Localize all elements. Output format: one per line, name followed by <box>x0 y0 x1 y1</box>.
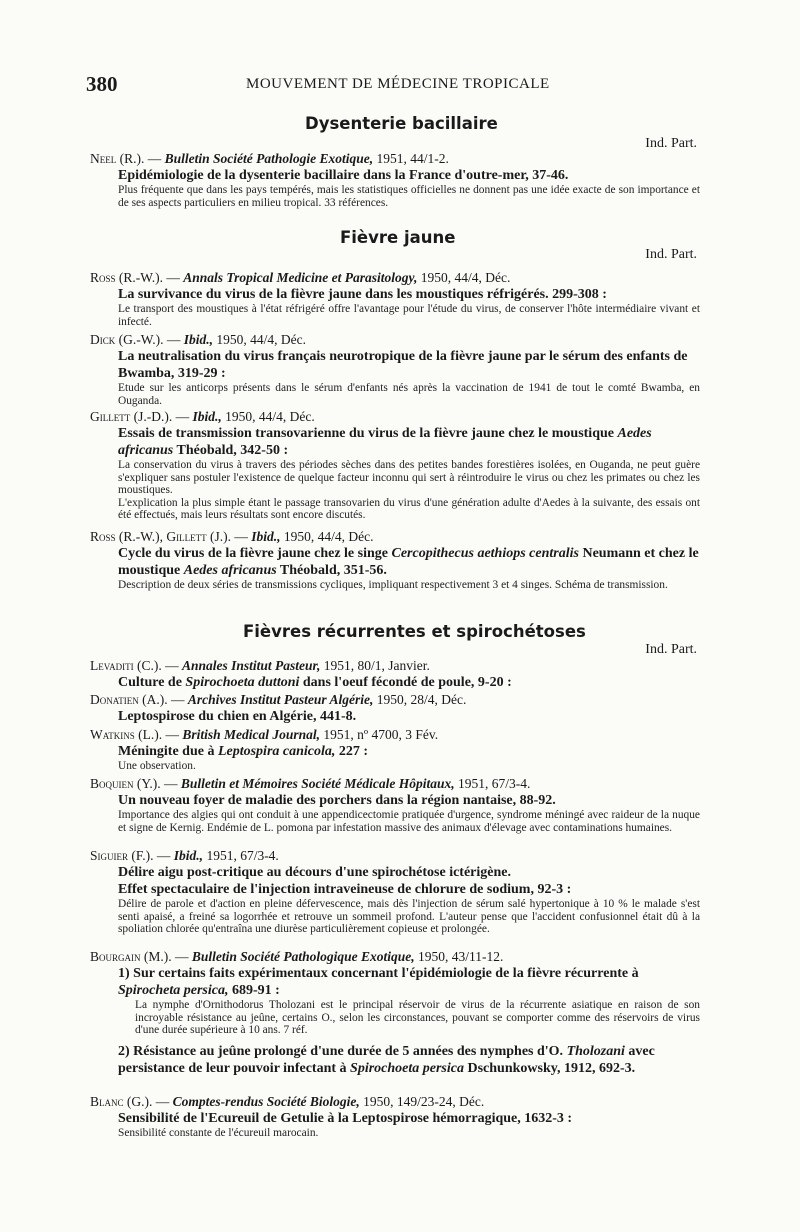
citation: Neel (R.). — Bulletin Société Pathologie Exotique, 1951, 44/1-2. <box>90 151 449 166</box>
citation: Bourgain (M.). — Bulletin Société Pathologique Exotique, 1950, 43/11-12. <box>90 949 504 964</box>
author: Gillett (J.-D.). <box>90 409 173 424</box>
section-title-fievre-jaune: Fièvre jaune <box>340 228 456 247</box>
citation: Siguier (F.). — Ibid., 1951, 67/3-4. <box>90 848 279 863</box>
reference: 1950, 44/4, Déc. <box>283 529 374 544</box>
author: Dick (G.-W.). <box>90 332 164 347</box>
entry-blanc <box>90 1094 700 1140</box>
abstract-continued: L'explication la plus simple étant le passage transovarien du virus d'une génération adulte d'Aedes à la suivante, des essais ont été effectués, mais leurs résultats sont encore discutés. <box>118 496 700 521</box>
author: Bourgain (M.). <box>90 949 172 964</box>
author: Neel (R.). <box>90 151 145 166</box>
species-name: Spirocheta persica, <box>118 983 229 998</box>
ind-part-label: Ind. Part. <box>645 642 697 657</box>
abstract: La nymphe d'Ornithodorus Tholozani est le principal réservoir de virus de la récurrente asiatique en raison de son incroyable résistance au jeûne, certains O., selon les circonstances, pouvant se comporter comme des réservoirs de virus d'une durée supérieure à 10 ans. 7 réf. <box>135 999 700 1036</box>
journal: Annales Institut Pasteur, <box>181 658 321 673</box>
article-title-item-2: 2) Résistance au jeûne prolongé d'une durée de 5 années des nymphes d'O. Tholozani avec persistance de leur pouvoir infectant à Spirochoeta persica Dschunkowsky, 1912, 692-3. <box>118 1043 655 1076</box>
species-name: Tholozani <box>566 1043 625 1059</box>
reference: 1951, 67/3-4. <box>206 848 279 863</box>
entry-bourgain <box>90 949 700 1077</box>
citation: Donatien (A.). — Archives Institut Pasteur Algérie, 1950, 28/4, Déc. <box>90 692 467 707</box>
citation: Ross (R.-W.). — Annals Tropical Medicine et Parasitology, 1950, 44/4, Déc. <box>90 270 511 285</box>
citation: Blanc (G.). — Comptes-rendus Société Biologie, 1950, 149/23-24, Déc. <box>90 1094 485 1109</box>
abstract: Importance des algies qui ont conduit à une appendicectomie pratiquée d'urgence, syndrome méningé avec raideur de la nuque et signe de Kernig. Endémie de L. pomona par infestation massive des animaux d'élevage avec contaminations humaines. <box>118 809 700 834</box>
journal: Ibid., <box>251 529 281 544</box>
reference: 1951, 80/1, Janvier. <box>323 658 430 673</box>
reference: 1950, 44/4, Déc. <box>420 270 511 285</box>
abstract: Description de deux séries de transmissions cycliques, impliquant respectivement 3 et 4 singes. Schéma de transmission. <box>118 579 668 591</box>
journal: Annals Tropical Medicine et Parasitology, <box>183 270 418 285</box>
citation: Gillett (J.-D.). — Ibid., 1950, 44/4, Déc. <box>90 409 315 424</box>
citation: Watkins (L.). — British Medical Journal, 1951, nº 4700, 3 Fév. <box>90 727 439 742</box>
reference: 1951, 44/1-2. <box>376 151 449 166</box>
article-title: Un nouveau foyer de maladie des porchers dans la région nantaise, 88-92. <box>118 793 556 808</box>
abstract: Plus fréquente que dans les pays tempérés, mais les statistiques officielles ne donnent pas une idée exacte de son importance et de ses aspects particuliers en milieu tropical. 33 références. <box>118 184 700 209</box>
species-name: Spirochoeta duttoni <box>185 675 300 690</box>
citation: Levaditi (C.). — Annales Institut Pasteur, 1951, 80/1, Janvier. <box>90 658 430 673</box>
article-title: La neutralisation du virus français neurotropique de la fièvre jaune par le sérum des enfants de Bwamba, 319-29 : <box>118 349 688 381</box>
author: Levaditi (C.). <box>90 658 162 673</box>
article-title-item-1: 1) Sur certains faits expérimentaux concernant l'épidémiologie de la fièvre récurrente à Spirocheta persica, 689-91 : <box>118 966 639 998</box>
article-title: Epidémiologie de la dysenterie bacillaire dans la France d'outre-mer, 37-46. <box>118 168 569 183</box>
article-title: Méningite due à Leptospira canicola, 227 : <box>118 744 369 759</box>
author: Ross (R.-W.), Gillett (J.). <box>90 529 231 544</box>
entry-watkins <box>90 727 700 773</box>
page-number: 380 <box>86 72 118 96</box>
journal: Comptes-rendus Société Biologie, <box>172 1094 360 1109</box>
entry-ross-2 <box>90 529 700 592</box>
article-title: La survivance du virus de la fièvre jaune dans les moustiques réfrigérés. 299-308 : <box>118 287 607 302</box>
entry-gillett <box>90 409 700 522</box>
reference: 1950, 28/4, Déc. <box>376 692 467 707</box>
article-title-continued: Effet spectaculaire de l'injection intraveineuse de chlorure de sodium, 92-3 : <box>118 882 572 897</box>
journal: Bulletin Société Pathologique Exotique, <box>191 949 415 964</box>
reference: 1950, 43/11-12. <box>418 949 504 964</box>
journal: Bulletin Société Pathologie Exotique, <box>164 151 374 166</box>
entry-levaditi <box>90 658 700 691</box>
abstract: Sensibilité constante de l'écureuil marocain. <box>118 1127 319 1139</box>
running-title: MOUVEMENT DE MÉDECINE TROPICALE <box>246 76 550 92</box>
reference: 1950, 44/4, Déc. <box>216 332 306 347</box>
author: Ross (R.-W.). <box>90 270 164 285</box>
entry-dick <box>90 332 700 407</box>
citation: Dick (G.-W.). — Ibid., 1950, 44/4, Déc. <box>90 332 306 347</box>
entry-siguier <box>90 848 700 936</box>
journal: Ibid., <box>183 332 214 347</box>
ind-part-label: Ind. Part. <box>645 136 697 151</box>
journal: Archives Institut Pasteur Algérie, <box>187 692 374 707</box>
article-title: Culture de Spirochoeta duttoni dans l'oeuf fécondé de poule, 9-20 : <box>118 675 512 690</box>
author: Donatien (A.). <box>90 692 168 707</box>
author: Watkins (L.). <box>90 727 163 742</box>
species-name: Aedes africanus <box>118 426 652 458</box>
author: Boquien (Y.). <box>90 776 161 791</box>
author: Siguier (F.). <box>90 848 154 863</box>
abstract: Le transport des moustiques à l'état réfrigéré offre l'avantage pour l'étude du virus, de conserver l'hôte intermédiaire vivant et infecté. <box>118 303 700 328</box>
section-title-fievres-recurrentes: Fièvres récurrentes et spirochétoses <box>243 622 586 641</box>
ind-part-label: Ind. Part. <box>645 247 697 262</box>
species-name: Aedes africanus <box>183 563 277 578</box>
entry-donatien <box>90 692 700 725</box>
citation: Ross (R.-W.), Gillett (J.). — Ibid., 1950, 44/4, Déc. <box>90 529 374 544</box>
journal: Ibid., <box>192 409 222 424</box>
article-title: Essais de transmission transovarienne du virus de la fièvre jaune chez le moustique Aedes africanus Théobald, 342-50 : <box>118 426 652 458</box>
journal: British Medical Journal, <box>182 727 321 742</box>
journal: Ibid., <box>173 848 204 863</box>
author: Blanc (G.). <box>90 1094 153 1109</box>
citation: Boquien (Y.). — Bulletin et Mémoires Société Médicale Hôpitaux, 1951, 67/3-4. <box>90 776 531 791</box>
reference: 1951, nº 4700, 3 Fév. <box>323 727 439 742</box>
species-name: Leptospira canicola, <box>217 744 336 759</box>
species-name: Cercopithecus aethiops centralis <box>391 546 579 561</box>
reference: 1951, 67/3-4. <box>457 776 531 791</box>
species-name: Spirochoeta persica <box>350 1060 464 1076</box>
abstract: La conservation du virus à travers des périodes sèches dans des petites bandes forestières isolées, en Ouganda, ne peut guère s'expliquer sans postuler l'existence de quelque facteur inconnu qui sert à réintroduire le virus ou chez les primates ou chez les moustiques. <box>118 459 700 496</box>
entry-neel <box>90 151 700 209</box>
entry-ross-1 <box>90 270 700 328</box>
running-header <box>86 72 706 96</box>
article-title: Cycle du virus de la fièvre jaune chez le singe Cercopithecus aethiops centralis Neumann et chez le moustique Aedes africanus Théobald, 351-56. <box>118 546 699 578</box>
abstract: Une observation. <box>118 760 196 772</box>
section-title-dysenterie: Dysenterie bacillaire <box>305 114 498 133</box>
abstract: Délire de parole et d'action en pleine défervescence, mais dès l'injection de sérum salé hypertonique à 10 % le malade s'est senti apaisé, a freiné sa logorrhée et retrouve un sommeil profond. L'auteur pense que l'accident confusionnel était dû à la spoliation chlorée qu'entraîna une diurèse particulièrement copieuse et prolongée. <box>118 898 700 935</box>
reference: 1950, 44/4, Déc. <box>225 409 315 424</box>
abstract: Etude sur les anticorps présents dans le sérum d'enfants nés après la vaccination de 1941 de tout le comté Bwamba, en Ouganda. <box>118 382 700 407</box>
article-title: Délire aigu post-critique au décours d'une spirochétose ictérigène. <box>118 865 511 880</box>
entry-boquien <box>90 776 700 834</box>
journal: Bulletin et Mémoires Société Médicale Hôpitaux, <box>180 776 455 791</box>
article-title: Sensibilité de l'Ecureuil de Getulie à la Leptospirose hémorragique, 1632-3 : <box>118 1111 573 1126</box>
article-title: Leptospirose du chien en Algérie, 441-8. <box>118 709 357 724</box>
reference: 1950, 149/23-24, Déc. <box>363 1094 485 1109</box>
